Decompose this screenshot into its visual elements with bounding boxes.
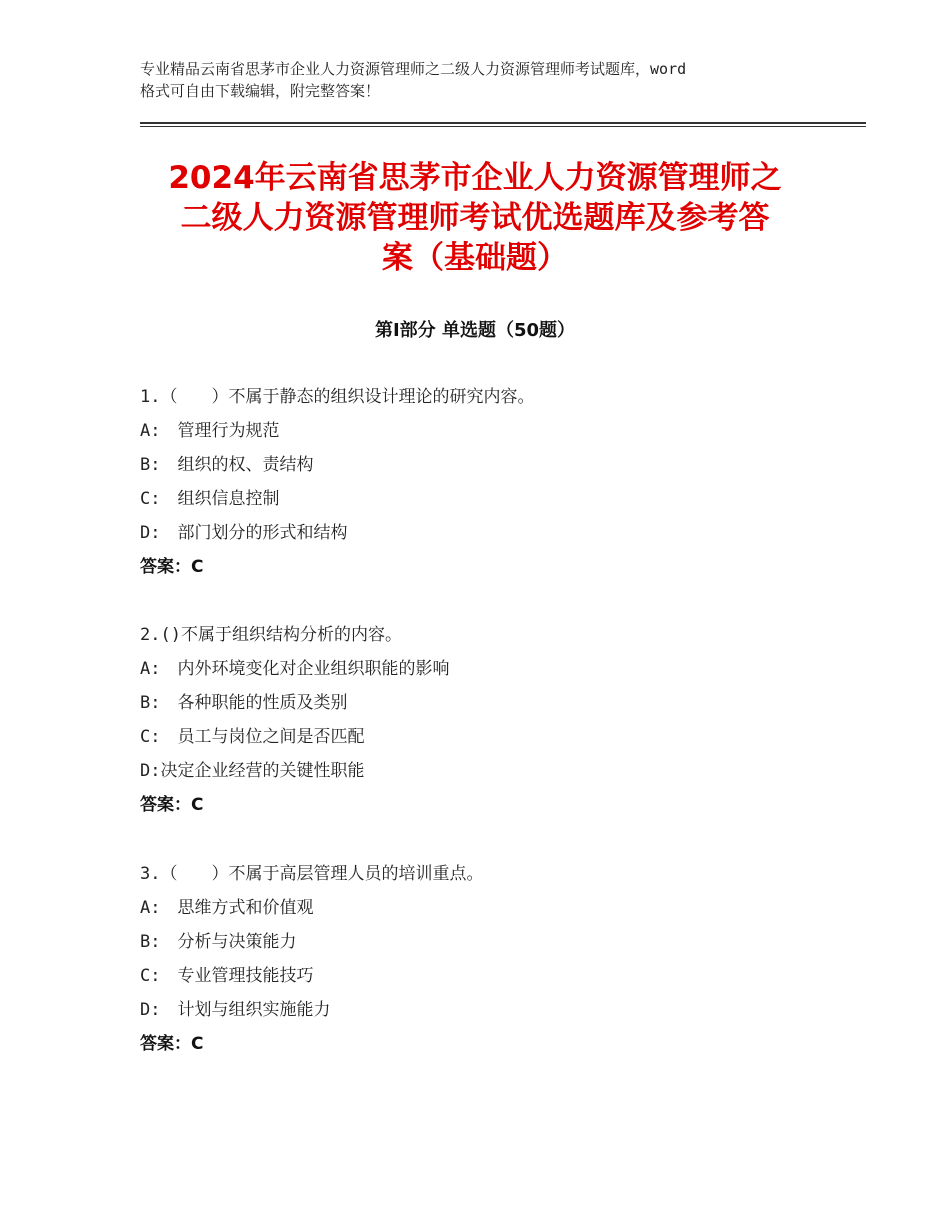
answer-label: 答案：C [140,557,204,577]
question-2 [140,618,860,822]
question-stem: 1.（ ）不属于静态的组织设计理论的研究内容。 [140,387,535,407]
option-c: C: 员工与岗位之间是否匹配 [140,727,365,747]
header-note-line-2: 格式可自由下载编辑，附完整答案！ [140,82,381,100]
question-3 [140,857,860,1061]
option-c: C: 组织信息控制 [140,489,280,509]
option-d: D: 部门划分的形式和结构 [140,523,348,543]
header-divider-thick [140,122,866,124]
header-note-line-1: 专业精品云南省思茅市企业人力资源管理师之二级人力资源管理师考试题库，word [140,60,687,78]
question-stem: 2.()不属于组织结构分析的内容。 [140,625,402,645]
document-title-line-3: 案（基础题） [382,240,568,276]
option-d: D: 计划与组织实施能力 [140,1000,331,1020]
section-title: 第Ⅰ部分 单选题（50题） [374,320,575,341]
answer-label: 答案：C [140,795,204,815]
question-1 [140,380,860,584]
option-b: B: 分析与决策能力 [140,932,297,952]
document-title-line-1: 2024年云南省思茅市企业人力资源管理师之 [168,160,782,196]
document-title-line-2: 二级人力资源管理师考试优选题库及参考答 [180,200,770,236]
option-b: B: 各种职能的性质及类别 [140,693,348,713]
header-divider-thin [140,126,866,127]
option-a: A: 内外环境变化对企业组织职能的影响 [140,659,450,679]
document-title [120,158,830,278]
answer-label: 答案：C [140,1034,204,1054]
option-c: C: 专业管理技能技巧 [140,966,314,986]
header-note [140,58,830,102]
option-d: D:决定企业经营的关键性职能 [140,761,365,781]
option-a: A: 思维方式和价值观 [140,898,314,918]
question-stem: 3.（ ）不属于高层管理人员的培训重点。 [140,864,484,884]
option-b: B: 组织的权、责结构 [140,455,314,475]
option-a: A: 管理行为规范 [140,421,280,441]
